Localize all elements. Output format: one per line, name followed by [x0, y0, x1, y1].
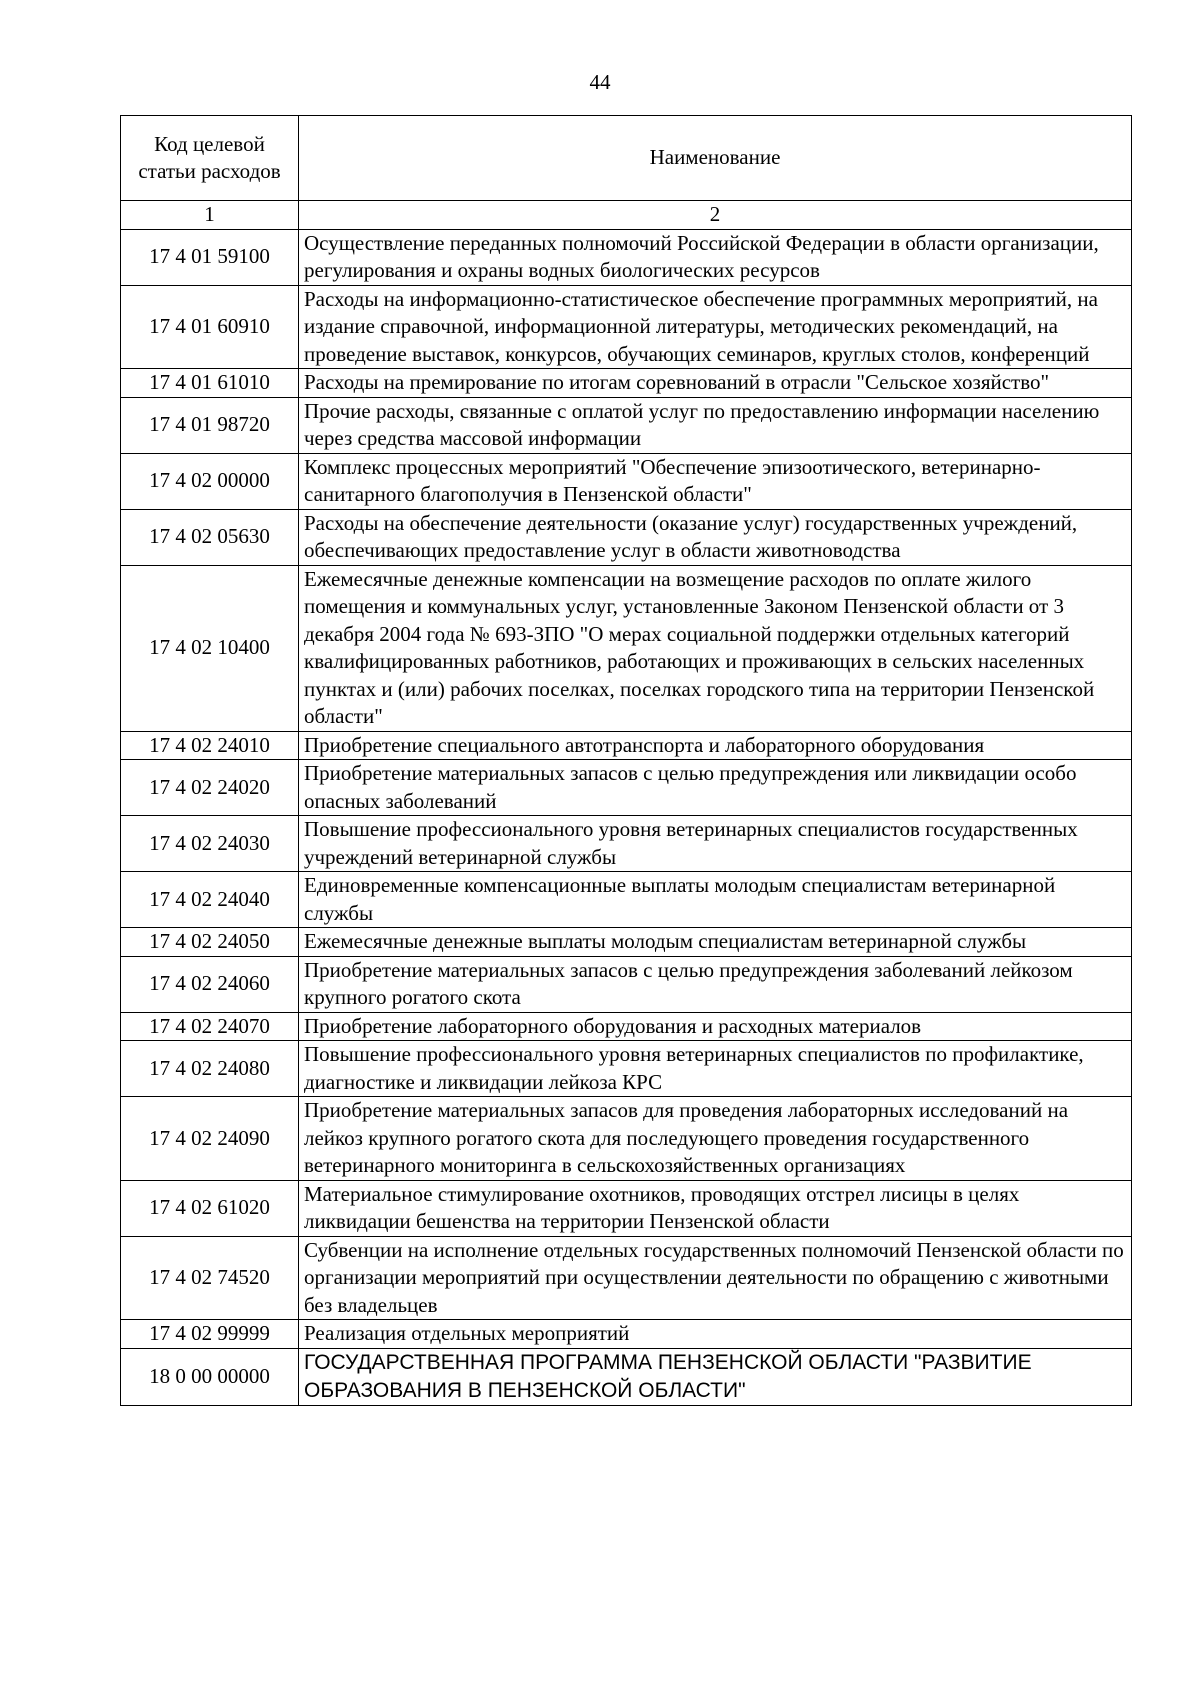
table-row: [121, 872, 1132, 928]
row-code: 17 4 02 99999: [121, 1320, 299, 1349]
row-code: 18 0 00 00000: [121, 1348, 299, 1405]
row-name: Повышение профессионального уровня ветеринарных специалистов государственных учреждений ветеринарной службы: [299, 816, 1132, 872]
row-name: Ежемесячные денежные выплаты молодым специалистам ветеринарной службы: [299, 928, 1132, 957]
row-code: 17 4 01 61010: [121, 369, 299, 398]
table-row: [121, 1041, 1132, 1097]
row-name: Расходы на обеспечение деятельности (оказание услуг) государственных учреждений, обеспечивающих предоставление услуг в области животноводства: [299, 509, 1132, 565]
row-name: Материальное стимулирование охотников, проводящих отстрел лисицы в целях ликвидации бешенства на территории Пензенской области: [299, 1180, 1132, 1236]
row-name: Приобретение специального автотранспорта и лабораторного оборудования: [299, 731, 1132, 760]
row-code: 17 4 02 24040: [121, 872, 299, 928]
row-code: 17 4 02 05630: [121, 509, 299, 565]
row-code: 17 4 02 10400: [121, 565, 299, 731]
table-row: [121, 453, 1132, 509]
row-name: Расходы на премирование по итогам соревнований в отрасли "Сельское хозяйство": [299, 369, 1132, 398]
table-row: [121, 956, 1132, 1012]
row-name: Субвенции на исполнение отдельных государственных полномочий Пензенской области по организации мероприятий при осуществлении деятельности по обращению с животными без владельцев: [299, 1236, 1132, 1320]
row-code: 17 4 01 59100: [121, 229, 299, 285]
table-row: [121, 1320, 1132, 1349]
row-name: Повышение профессионального уровня ветеринарных специалистов по профилактике, диагностике и ликвидации лейкоза КРС: [299, 1041, 1132, 1097]
row-code: 17 4 02 24030: [121, 816, 299, 872]
column-number-2: 2: [299, 201, 1132, 230]
header-name: Наименование: [299, 116, 1132, 201]
table-row: [121, 1348, 1132, 1405]
row-name: Ежемесячные денежные компенсации на возмещение расходов по оплате жилого помещения и коммунальных услуг, установленные Законом Пензенской области от 3 декабря 2004 года № 693-ЗПО "О мерах социальной поддержки отдельных категорий квалифицированных работников, работающих и проживающих в сельских населенных пунктах и (или) рабочих поселках, поселках городского типа на территории Пензенской области": [299, 565, 1132, 731]
row-code: 17 4 02 24060: [121, 956, 299, 1012]
table-row: [121, 509, 1132, 565]
row-name: Прочие расходы, связанные с оплатой услуг по предоставлению информации населению через средства массовой информации: [299, 397, 1132, 453]
table-body: [121, 229, 1132, 1405]
table-row: [121, 285, 1132, 369]
table-row: [121, 1236, 1132, 1320]
table-row: [121, 928, 1132, 957]
row-name: Расходы на информационно-статистическое обеспечение программных мероприятий, на издание справочной, информационной литературы, методических рекомендаций, на проведение выставок, конкурсов, обучающих семинаров, круглых столов, конференций: [299, 285, 1132, 369]
row-name: Приобретение материальных запасов для проведения лабораторных исследований на лейкоз крупного рогатого скота для последующего проведения государственного ветеринарного мониторинга в сельскохозяйственных организациях: [299, 1097, 1132, 1181]
table-row: [121, 816, 1132, 872]
table-row: [121, 1012, 1132, 1041]
header-code: Код целевой статьи расходов: [121, 116, 299, 201]
budget-classification-table: [120, 115, 1132, 1406]
row-name: Осуществление переданных полномочий Российской Федерации в области организации, регулирования и охраны водных биологических ресурсов: [299, 229, 1132, 285]
row-name: Реализация отдельных мероприятий: [299, 1320, 1132, 1349]
table-row: [121, 397, 1132, 453]
column-number-1: 1: [121, 201, 299, 230]
table-row: [121, 1180, 1132, 1236]
row-name: Приобретение материальных запасов с целью предупреждения или ликвидации особо опасных заболеваний: [299, 760, 1132, 816]
table-row: [121, 229, 1132, 285]
column-number-row: [121, 201, 1132, 230]
page-number: 44: [589, 70, 611, 94]
row-name: Приобретение лабораторного оборудования и расходных материалов: [299, 1012, 1132, 1041]
table-row: [121, 731, 1132, 760]
row-code: 17 4 02 24020: [121, 760, 299, 816]
table-row: [121, 369, 1132, 398]
row-code: 17 4 01 98720: [121, 397, 299, 453]
row-name: Единовременные компенсационные выплаты молодым специалистам ветеринарной службы: [299, 872, 1132, 928]
table-row: [121, 1097, 1132, 1181]
row-name: Комплекс процессных мероприятий "Обеспечение эпизоотического, ветеринарно-санитарного благополучия в Пензенской области": [299, 453, 1132, 509]
row-code: 17 4 02 61020: [121, 1180, 299, 1236]
row-code: 17 4 02 24070: [121, 1012, 299, 1041]
row-code: 17 4 02 24050: [121, 928, 299, 957]
table-header-row: [121, 116, 1132, 201]
row-code: 17 4 02 24090: [121, 1097, 299, 1181]
row-name: ГОСУДАРСТВЕННАЯ ПРОГРАММА ПЕНЗЕНСКОЙ ОБЛАСТИ "РАЗВИТИЕ ОБРАЗОВАНИЯ В ПЕНЗЕНСКОЙ ОБЛАСТИ": [299, 1348, 1132, 1405]
row-code: 17 4 02 74520: [121, 1236, 299, 1320]
table-row: [121, 565, 1132, 731]
row-code: 17 4 02 00000: [121, 453, 299, 509]
row-code: 17 4 02 24080: [121, 1041, 299, 1097]
row-code: 17 4 01 60910: [121, 285, 299, 369]
row-name: Приобретение материальных запасов с целью предупреждения заболеваний лейкозом крупного рогатого скота: [299, 956, 1132, 1012]
row-code: 17 4 02 24010: [121, 731, 299, 760]
table-row: [121, 760, 1132, 816]
